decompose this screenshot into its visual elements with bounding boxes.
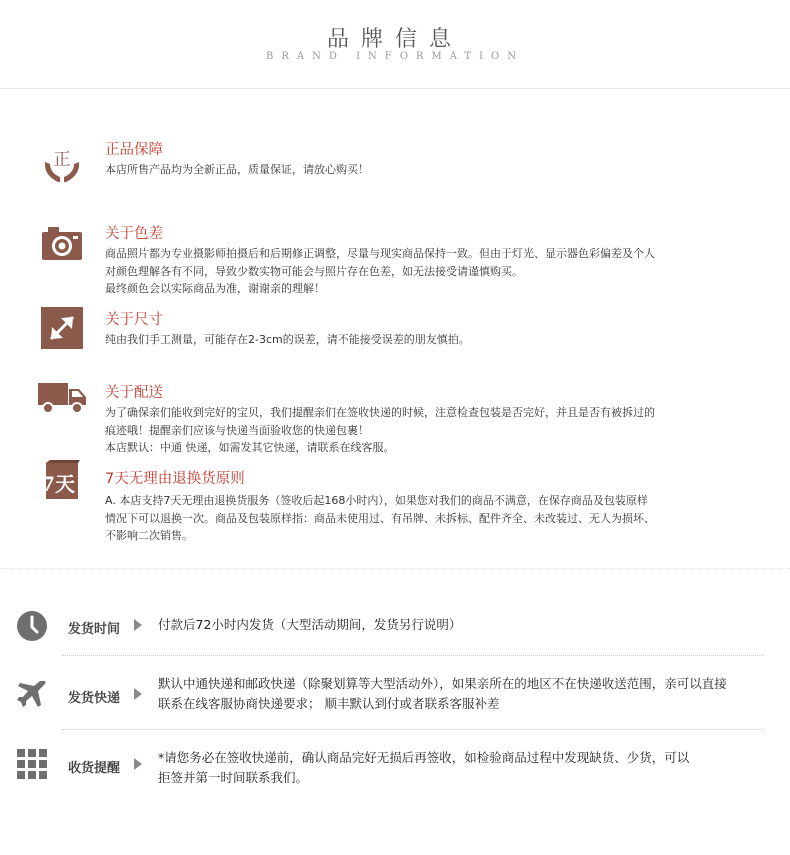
section-text: 对颜色理解各有不同，导致少数实物可能会与照片存在色差，如无法接受请谨慎购买。	[105, 264, 523, 278]
resize-arrow-icon	[40, 306, 84, 350]
brand-subtitle: BRAND INFORMATION	[266, 51, 524, 62]
svg-text:正: 正	[53, 150, 71, 170]
return-icon-text: 7天	[41, 472, 75, 496]
grid-icon	[16, 748, 48, 780]
section-text: 最终颜色会以实际商品为准，谢谢亲的理解！	[105, 282, 325, 295]
section-text: 为了确保亲们能收到完好的宝贝，我们提醒亲们在签收快递的时候，注意检查包装是否完好，并且是否有被拆过的	[105, 406, 655, 419]
arrow-right-icon	[134, 758, 142, 770]
section-text: 痕迹哦！提醒亲们应该与快递当面验收您的快递包裹！	[105, 423, 369, 437]
camera-icon	[40, 222, 84, 266]
section-text: 纯由我们手工测量，可能存在2-3cm的误差，请不能接受误差的朋友慎拍。	[105, 333, 470, 346]
shipping-line: 默认中通快递和邮政快递（除聚划算等大型活动外），如果亲所在的地区不在快递收送范围，亲可以直接	[158, 676, 727, 691]
shipping-line: 拒签并第一时间联系我们。	[158, 770, 309, 785]
section-body	[105, 161, 755, 179]
arrow-right-icon	[134, 688, 142, 700]
delivery-truck-icon	[36, 375, 88, 419]
section-body	[105, 245, 755, 298]
section-text: A. 本店支持7天无理由退换货服务（签收后起168小时内），如果您对我们的商品不满意，在保存商品及包装原样	[105, 494, 648, 507]
section-body	[105, 492, 755, 545]
section-text: 本店默认：中通 快递，如需发其它快递，请联系在线客服。	[105, 441, 395, 454]
shipping-line: 联系在线客服协商快递要求； 顺丰默认到付或者联系客服补差	[158, 696, 500, 711]
shipping-text	[158, 615, 773, 635]
section-title: 7天无理由退换货原则	[105, 471, 245, 487]
shipping-divider	[62, 729, 764, 730]
section-title: 关于配送	[105, 385, 163, 401]
brand-title: 品牌信息	[326, 27, 463, 52]
section-text: 情况下可以退换一次。商品及包装原样指：商品未使用过、有吊牌、未拆标、配件齐全、未改装过、无人为损坏、	[105, 511, 655, 525]
section-text: 商品照片都为专业摄影师拍摄后和后期修正调整，尽量与现实商品保持一致。但由于灯光、显示器色彩偏差及个人	[105, 247, 655, 260]
seven-day-return-icon	[40, 459, 84, 503]
shipping-label: 发货时间	[68, 622, 121, 637]
shipping-line: 付款后72小时内发货（大型活动期间，发货另行说明）	[158, 617, 462, 632]
airplane-icon	[16, 678, 48, 710]
section-divider	[0, 568, 790, 569]
shipping-text	[158, 674, 773, 714]
section-title: 正品保障	[105, 142, 163, 158]
section-title: 关于色差	[105, 226, 163, 242]
section-body	[105, 404, 755, 457]
section-text: 不影响二次销售。	[105, 529, 193, 542]
shipping-label: 收货提醒	[68, 761, 121, 776]
genuine-hands-icon	[40, 142, 84, 186]
shipping-line: *请您务必在签收快递前，确认商品完好无损后再签收，如检验商品过程中发现缺货、少货，可以	[158, 750, 690, 765]
shipping-text	[158, 748, 773, 788]
section-text: 本店所售产品均为全新正品，质量保证，请放心购买！	[105, 163, 369, 176]
clock-icon	[16, 610, 48, 642]
section-body	[105, 331, 755, 349]
arrow-right-icon	[134, 619, 142, 631]
shipping-divider	[62, 655, 764, 656]
section-title: 关于尺寸	[105, 312, 163, 328]
shipping-label: 发货快递	[68, 691, 121, 706]
header-divider	[0, 88, 790, 89]
